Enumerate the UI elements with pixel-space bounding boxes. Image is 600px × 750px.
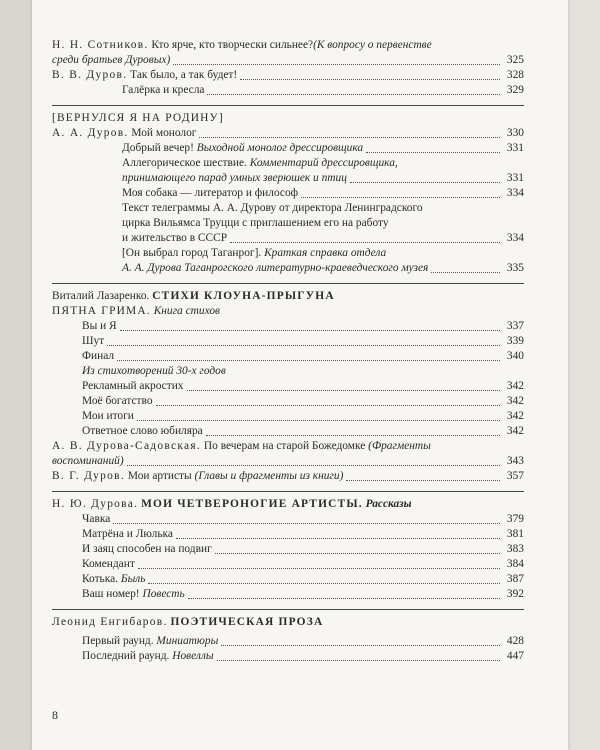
toc-entry[interactable] (52, 186, 524, 201)
toc-entry[interactable] (52, 469, 524, 484)
toc-page: 381 (506, 528, 524, 540)
toc-entry[interactable] (52, 349, 524, 364)
toc-note: А. А. Дурова Таганрогского литературно-краеведческого музея (122, 262, 429, 274)
subsection-heading: ПЯТНА ГРИМА. (52, 305, 151, 317)
toc-note: Выходной монолог дрессировщика (196, 142, 364, 154)
toc-page: 328 (506, 69, 524, 81)
right-page-edge (568, 0, 600, 750)
toc-title: Финал (82, 350, 115, 362)
page-number: 8 (52, 708, 58, 722)
section-heading: [ВЕРНУЛСЯ Я НА РОДИНУ] (52, 112, 224, 124)
toc-page: 342 (506, 410, 524, 422)
toc-title: Рекламный акростих (82, 380, 184, 392)
toc-entry[interactable] (52, 334, 524, 349)
toc-title: Комендант (82, 558, 135, 570)
toc-entry[interactable] (52, 542, 524, 557)
toc-page: 337 (506, 320, 524, 332)
toc-entry[interactable] (52, 83, 524, 98)
section-title: СТИХИ КЛОУНА-ПРЫГУНА (152, 290, 335, 302)
toc-page: 387 (506, 573, 524, 585)
toc-page: 343 (506, 455, 524, 467)
toc-title: [Он выбрал город Таганрог]. (122, 247, 262, 259)
subsection-note: Из стихотворений 30-х годов (82, 365, 226, 377)
section-divider (52, 491, 524, 492)
toc-page: 357 (506, 470, 524, 482)
toc-title: Моё богатство (82, 395, 153, 407)
toc-entry[interactable] (52, 649, 524, 664)
toc-page: 335 (506, 262, 524, 274)
toc-title: Добрый вечер! (122, 142, 194, 154)
subsection-note: Книга стихов (153, 305, 220, 317)
toc-title: Ваш номер! (82, 588, 140, 600)
toc-title: Первый раунд. (82, 635, 154, 647)
toc-title: Кто ярче, кто творчески сильнее? (151, 39, 314, 51)
toc-note: Комментарий дрессировщика, (249, 157, 398, 169)
toc-note: Миниатюры (156, 635, 219, 647)
toc-title: и жительство в СССР (122, 232, 228, 244)
toc-author: А. В. Дурова-Садовская. (52, 440, 202, 452)
toc-entry[interactable] (52, 527, 524, 542)
section-title: ПОЭТИЧЕСКАЯ ПРОЗА (170, 616, 324, 628)
toc-title: Матрёна и Люлька (82, 528, 173, 540)
toc-page: 392 (506, 588, 524, 600)
toc-entry[interactable] (52, 557, 524, 572)
toc-note: Повесть (142, 588, 185, 600)
section-author: Леонид Енгибаров. (52, 616, 168, 628)
toc-entry[interactable] (52, 587, 524, 602)
toc-note: принимающего парад умных зверюшек и птиц (122, 172, 347, 184)
toc-note: (Главы и фрагменты из книги) (194, 470, 344, 482)
toc-page: 330 (506, 127, 524, 139)
table-of-contents (52, 38, 524, 664)
toc-title: Галёрка и кресла (122, 84, 205, 96)
toc-entry[interactable] (52, 439, 524, 469)
toc-note: Краткая справка отдела (264, 247, 387, 259)
toc-title: Мой монолог (131, 127, 197, 139)
toc-page: 325 (506, 54, 524, 66)
section-heading (52, 497, 524, 512)
toc-title: Чавка (82, 513, 111, 525)
toc-page: 342 (506, 380, 524, 392)
toc-title: Моя собака — литератор и философ (122, 187, 299, 199)
toc-title: Текст телеграммы А. А. Дурову от директора Ленинградского (122, 202, 423, 214)
toc-author: А. А. Дуров. (52, 127, 129, 139)
toc-page: 428 (506, 635, 524, 647)
toc-title: Так было, а так будет! (130, 69, 238, 81)
toc-entry[interactable] (52, 424, 524, 439)
book-page (32, 0, 568, 750)
section-heading (52, 615, 524, 630)
toc-note: Новеллы (172, 650, 214, 662)
toc-title: Аллегорическое шествие. (122, 157, 247, 169)
toc-title: Котька. (82, 573, 119, 585)
toc-entry[interactable] (52, 512, 524, 527)
section-author: Виталий Лазаренко. (52, 290, 150, 302)
toc-note: (К вопросу о первенстве (313, 39, 432, 51)
toc-entry[interactable] (52, 409, 524, 424)
toc-page: 342 (506, 395, 524, 407)
toc-title: Вы и Я (82, 320, 117, 332)
toc-note: среди братьев Дуровых) (52, 54, 171, 66)
toc-page: 339 (506, 335, 524, 347)
toc-page: 334 (506, 232, 524, 244)
section-divider (52, 609, 524, 610)
toc-entry[interactable] (52, 156, 524, 186)
section-divider (52, 283, 524, 284)
toc-title: По вечерам на старой Божедомке (203, 440, 366, 452)
toc-title: Ответное слово юбиляра (82, 425, 203, 437)
toc-entry[interactable] (52, 379, 524, 394)
toc-note: воспоминаний) (52, 455, 124, 467)
section-author: Н. Ю. Дурова. (52, 498, 139, 510)
toc-page: 383 (506, 543, 524, 555)
section-heading (52, 289, 524, 304)
toc-entry[interactable] (52, 319, 524, 334)
toc-author: В. Г. Дуров. (52, 470, 125, 482)
toc-page: 379 (506, 513, 524, 525)
toc-entry[interactable] (52, 38, 524, 68)
toc-title: Мои итоги (82, 410, 134, 422)
toc-entry[interactable] (52, 634, 524, 649)
toc-note: Быль (120, 573, 146, 585)
toc-entry[interactable] (52, 68, 524, 83)
toc-page: 331 (506, 142, 524, 154)
toc-page: 342 (506, 425, 524, 437)
toc-title: Последний раунд. (82, 650, 170, 662)
toc-page: 334 (506, 187, 524, 199)
toc-entry[interactable] (52, 201, 524, 246)
toc-entry[interactable] (52, 141, 524, 156)
toc-entry[interactable] (52, 394, 524, 409)
toc-entry[interactable] (52, 572, 524, 587)
toc-entry[interactable] (52, 126, 524, 141)
toc-page: 447 (506, 650, 524, 662)
toc-entry[interactable] (52, 246, 524, 276)
section-note: Рассказы (365, 498, 412, 510)
left-page-edge (0, 0, 32, 750)
section-divider (52, 105, 524, 106)
toc-page: 340 (506, 350, 524, 362)
toc-title: И заяц способен на подвиг (82, 543, 212, 555)
toc-note: (Фрагменты (368, 440, 431, 452)
section-title: МОИ ЧЕТВЕРОНОГИЕ АРТИСТЫ. (141, 498, 363, 510)
toc-author: В. В. Дуров. (52, 69, 128, 81)
toc-page: 384 (506, 558, 524, 570)
toc-title: Шут (82, 335, 105, 347)
toc-page: 331 (506, 172, 524, 184)
toc-author: Н. Н. Сотников. (52, 39, 149, 51)
toc-page: 329 (506, 84, 524, 96)
toc-title: цирка Вильямса Труцци с приглашением его на работу (122, 217, 389, 229)
toc-title: Мои артисты (127, 470, 192, 482)
